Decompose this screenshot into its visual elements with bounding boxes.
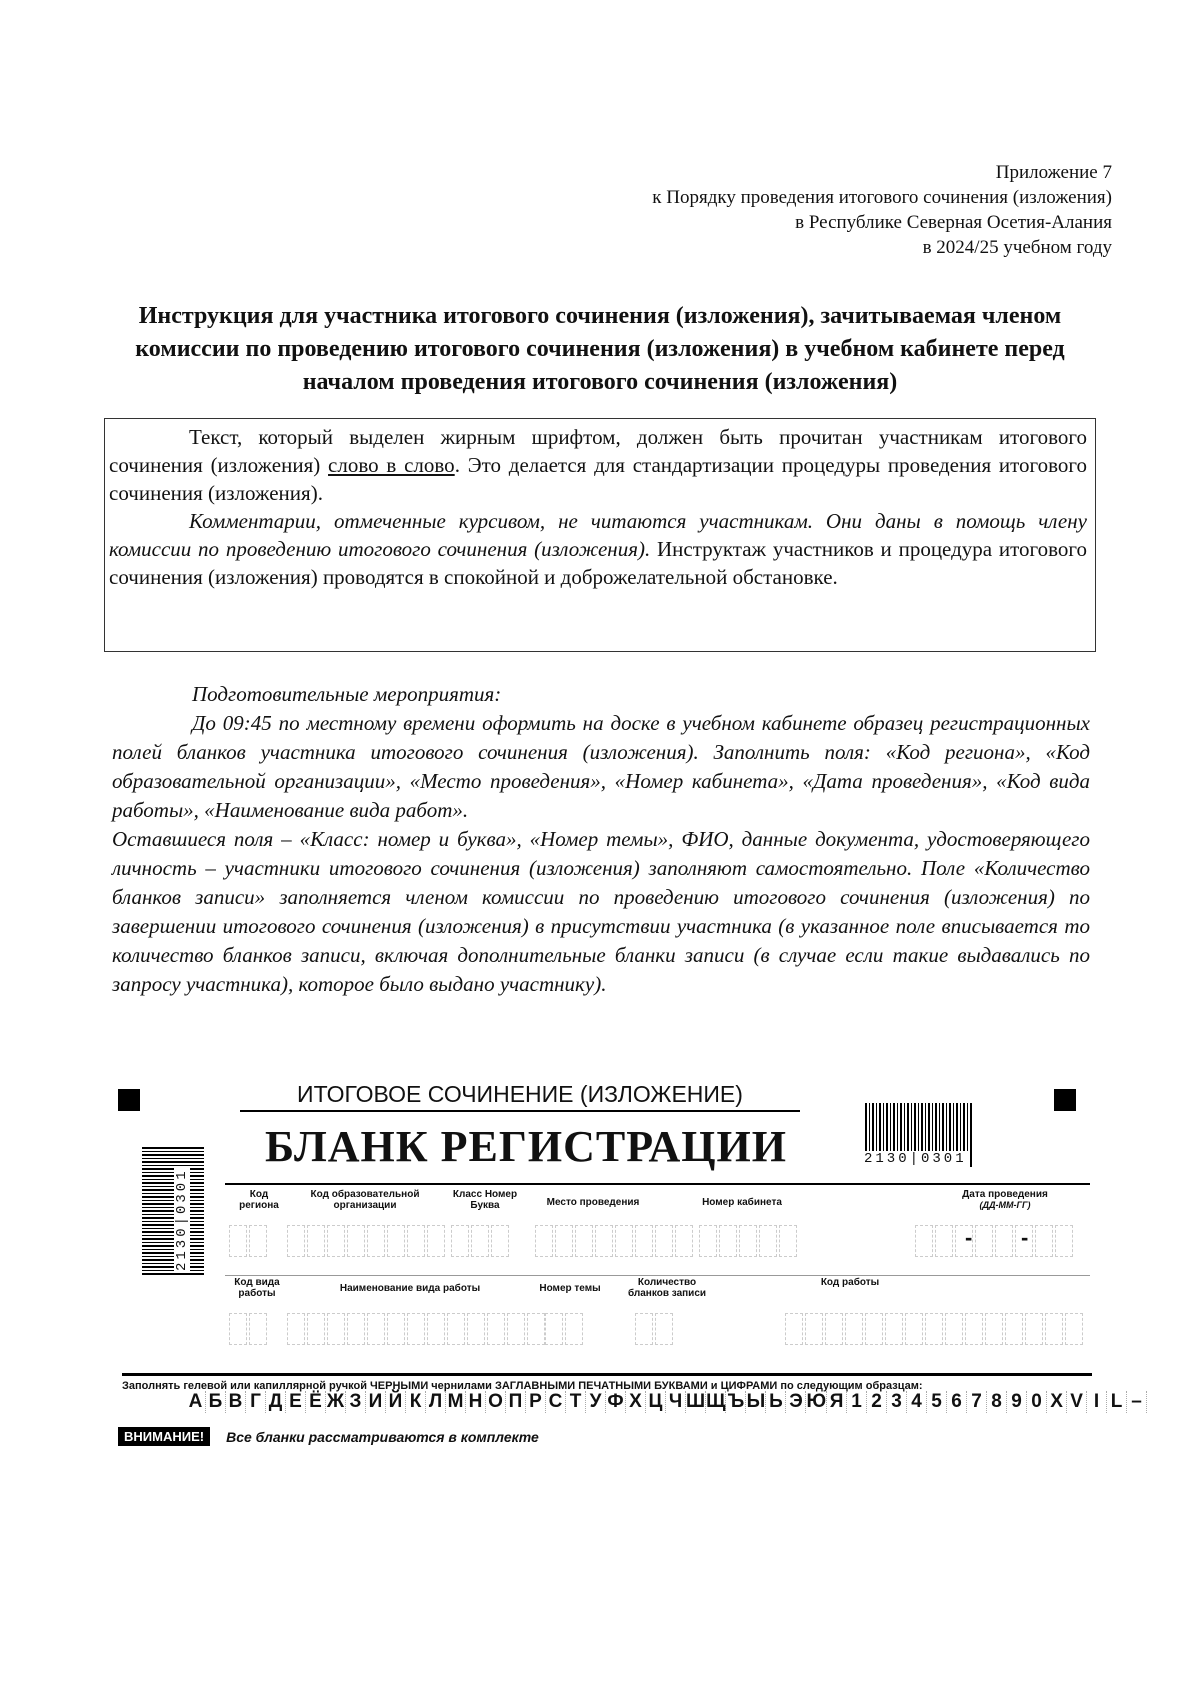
- sample-char: Ё: [306, 1391, 326, 1413]
- sample-char: 8: [987, 1391, 1007, 1413]
- sample-char: Э: [786, 1391, 806, 1413]
- note-paragraph-2: [109, 507, 1087, 591]
- sample-char: Ц: [646, 1391, 666, 1413]
- sample-char: Й: [386, 1391, 406, 1413]
- note-p1-underlined: слово в слово: [328, 453, 455, 477]
- fields-row-2: [225, 1275, 1090, 1365]
- sample-char: Е: [286, 1391, 306, 1413]
- sample-char: Я: [827, 1391, 847, 1413]
- sample-char: Ъ: [726, 1391, 746, 1413]
- sample-char: О: [486, 1391, 506, 1413]
- appendix-line-3: в Республике Северная Осетия-Алания: [795, 212, 1112, 233]
- appendix-line-4: в 2024/25 учебном году: [922, 237, 1112, 258]
- sample-char: Г: [246, 1391, 266, 1413]
- label-work-code: Код работы: [820, 1277, 880, 1288]
- sample-char: З: [346, 1391, 366, 1413]
- sample-char: Ш: [686, 1391, 706, 1412]
- sample-char: М: [446, 1391, 466, 1413]
- date-separator-2: -: [1021, 1225, 1029, 1250]
- prep-heading: Подготовительные мероприятия:: [192, 682, 502, 706]
- label-topic-number: Номер темы: [539, 1283, 601, 1294]
- note-p1-start: Текст, который выделен жирным шрифтом, должен быть прочитан участникам итогового сочинения (изложения): [109, 425, 1087, 477]
- sample-char: V: [1067, 1391, 1087, 1413]
- note-paragraph-1: [109, 423, 1087, 507]
- sample-char: 1: [847, 1391, 867, 1413]
- label-work-type-name: Наименование вида работы: [339, 1283, 481, 1294]
- sample-char: 9: [1007, 1391, 1027, 1413]
- date-separator-1: -: [965, 1225, 973, 1250]
- label-org-code: Код образовательной организации: [310, 1189, 420, 1211]
- sample-char: 7: [967, 1391, 987, 1413]
- sample-char: I: [1087, 1391, 1107, 1413]
- note-p1-end: . Это делается для стандартизации процедуры проведения итогового сочинения (изложения).: [109, 453, 1088, 505]
- prep-body-1: До 09:45 по местному времени оформить на доске в учебном кабинете образец регистрационных полей бланков участника итогового сочинения (изложения). Заполнить поля: «Код региона», «Код образовательной организации», «Место проведения», «Номер кабинета», «Дата проведения», «Код вида работы», «Наименование вида работ».: [112, 711, 1090, 822]
- sample-char: Щ: [706, 1391, 726, 1412]
- sample-char: А: [186, 1391, 206, 1413]
- barcode-top-number: 2130|0301: [864, 1151, 967, 1167]
- barcode-side-icon: [142, 1145, 204, 1275]
- registration-form-sample: [110, 1075, 1142, 1445]
- sample-char: Х: [626, 1391, 646, 1413]
- label-work-type-code: Код вида работы: [234, 1277, 280, 1299]
- input-org-code[interactable]: [287, 1225, 445, 1257]
- sample-char: 5: [927, 1391, 947, 1413]
- label-place: Место проведения: [546, 1197, 640, 1208]
- sample-char: Б: [206, 1391, 226, 1413]
- document-title: Инструкция для участника итогового сочинения (изложения), зачитываемая членом комиссии по проведению итогового сочинения (изложения) в учебном кабинете перед началом проведения итогового сочинения (изложения): [135, 303, 1065, 395]
- note-p2-regular: Инструктаж участников и процедура итогового сочинения (изложения) проводятся в спокойной и доброжелательной обстановке.: [109, 537, 1087, 589]
- sample-char: Ю: [806, 1391, 827, 1412]
- sample-char: 2: [867, 1391, 887, 1413]
- label-date-text: Дата проведения: [962, 1189, 1048, 1200]
- prep-body-2: Оставшиеся поля – «Класс: номер и буква», «Номер темы», ФИО, данные документа, удостоверяющего личность – участники итогового сочинения (изложения) заполняют самостоятельно. Поле «Количество бланков записи» заполняется членом комиссии по проведению итогового сочинения (изложения) по завершении итогового сочинения (изложения) в присутствии участника (в указанное поле вписывается то количество бланков записи, включая дополнительные бланки записи (в случае если такие выдавались по запросу участника), которое было выдано участнику).: [112, 827, 1090, 996]
- sample-char: Т: [566, 1391, 586, 1413]
- barcode-side-number: 2130|0301: [174, 1168, 190, 1271]
- input-class[interactable]: [451, 1225, 509, 1257]
- appendix-header: [552, 160, 1112, 260]
- input-date[interactable]: [915, 1225, 1073, 1257]
- fields-row-1: [225, 1183, 1090, 1276]
- label-room: Номер кабинета: [702, 1197, 782, 1208]
- fill-instructions: Заполнять гелевой или капиллярной ручкой ЧЕРНЫМИ чернилами ЗАГЛАВНЫМИ ПЕЧАТНЫМИ БУКВАМИ и ЦИФРАМИ по следующим образцам:: [122, 1373, 1092, 1392]
- form-caption: ИТОГОВОЕ СОЧИНЕНИЕ (ИЗЛОЖЕНИЕ): [240, 1081, 800, 1112]
- appendix-line-1: Приложение 7: [995, 162, 1112, 183]
- label-sheets-count: Количество бланков записи: [627, 1277, 707, 1299]
- sample-char: Ж: [326, 1391, 345, 1412]
- input-room[interactable]: [699, 1225, 797, 1257]
- form-title: БЛАНК РЕГИСТРАЦИИ: [265, 1122, 787, 1171]
- preparation-section: [112, 680, 1090, 999]
- label-class: Класс Номер Буква: [452, 1189, 518, 1211]
- sample-char: П: [506, 1391, 526, 1413]
- sample-char: L: [1107, 1391, 1127, 1413]
- note-p2-italic: Комментарии, отмеченные курсивом, не читаются участникам. Они даны в помощь члену комиссии по проведению итогового сочинения (изложения).: [109, 509, 1087, 561]
- sample-char: Д: [266, 1391, 286, 1413]
- input-sheets-count[interactable]: [635, 1313, 673, 1345]
- label-date: [945, 1189, 1065, 1211]
- sample-char: 6: [947, 1391, 967, 1413]
- sample-char: Ы: [746, 1391, 766, 1412]
- instruction-note-box: [104, 418, 1096, 652]
- sample-char: С: [546, 1391, 566, 1413]
- input-work-type-name[interactable]: [287, 1313, 545, 1345]
- label-date-format: (ДД-ММ-ГГ): [979, 1200, 1031, 1210]
- sample-char: Н: [466, 1391, 486, 1413]
- appendix-line-2: к Порядку проведения итогового сочинения (изложения): [652, 187, 1112, 208]
- sample-char: Ь: [766, 1391, 786, 1413]
- anchor-marker-left: [118, 1089, 140, 1111]
- warning-text: Все бланки рассматриваются в комплекте: [226, 1428, 539, 1445]
- input-work-code[interactable]: [785, 1313, 1083, 1345]
- warning-badge: ВНИМАНИЕ!: [118, 1427, 210, 1446]
- input-work-type-code[interactable]: [229, 1313, 267, 1345]
- sample-char: Ч: [666, 1391, 686, 1413]
- label-region-code: Код региона: [239, 1189, 279, 1211]
- sample-char: Ф: [606, 1391, 626, 1413]
- input-topic-number[interactable]: [545, 1313, 583, 1345]
- sample-char: –: [1127, 1391, 1147, 1413]
- warning-row: [118, 1427, 539, 1446]
- sample-char: 3: [887, 1391, 907, 1413]
- sample-char: И: [366, 1391, 386, 1413]
- input-region-code[interactable]: [229, 1225, 267, 1257]
- sample-char: Р: [526, 1391, 546, 1413]
- anchor-marker-right: [1054, 1089, 1076, 1111]
- sample-char: У: [586, 1391, 606, 1413]
- sample-char: Х: [1047, 1391, 1067, 1413]
- sample-char: 0: [1027, 1391, 1047, 1413]
- input-place[interactable]: [535, 1225, 693, 1257]
- sample-char: 4: [907, 1391, 927, 1413]
- sample-characters-row: [186, 1391, 1147, 1413]
- sample-char: Л: [426, 1391, 446, 1413]
- sample-char: В: [226, 1391, 246, 1413]
- sample-char: К: [406, 1391, 426, 1413]
